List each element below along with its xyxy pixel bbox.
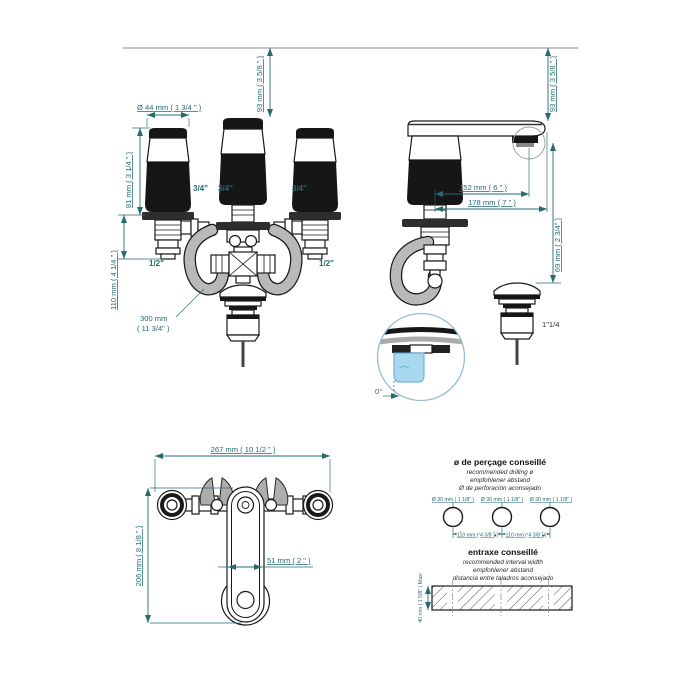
hose-side xyxy=(396,242,446,299)
dim-side-spout-height: 93 mm ( 3 5/8 " ) xyxy=(548,55,557,113)
dim-underdeck-height: 110 mm ( 4 1/4 " ) xyxy=(109,250,118,310)
plan-view xyxy=(134,445,333,625)
drill-hole-3 xyxy=(541,508,560,527)
hole-label-2: Ø 30 mm ( 1 1/8" ) xyxy=(480,497,524,503)
label-inlet-left: 1/2" xyxy=(149,259,164,268)
drilling-sub-de: empfohlener abstand xyxy=(469,477,531,484)
hole-label-3: Ø 30 mm ( 1 1/8" ) xyxy=(529,497,573,503)
label-thread-center: 3/4" xyxy=(218,184,233,193)
hole-gap-1: 110 mm ( 4 3/8 " ) xyxy=(457,532,498,539)
label-stream-angle: 0° xyxy=(375,387,383,396)
dim-reach-aerator: 152 mm ( 6 " ) xyxy=(459,183,507,192)
front-view xyxy=(109,48,341,367)
interval-title: entraxe conseillé xyxy=(468,547,538,557)
interval-sub-de: empfohlener abstand xyxy=(472,567,534,574)
interval-sub-en: recommended interval width xyxy=(463,559,543,566)
drill-hole-1 xyxy=(444,508,463,527)
drilling-sub-es: Ø de perforación aconsejado xyxy=(458,485,542,492)
dim-total-width: 267 mm ( 10 1/2 " ) xyxy=(210,445,276,454)
hole-label-1: Ø 30 mm ( 1 1/8" ) xyxy=(431,497,475,503)
popup-drain-front xyxy=(220,285,266,367)
interval-sub-es: distancia entre taladros aconsejado xyxy=(452,575,554,582)
label-thread-right: 3/4" xyxy=(292,184,307,193)
hole-gap-2: 110 mm ( 4 3/8 " ) xyxy=(505,532,547,539)
water-stream xyxy=(394,353,424,382)
dim-knob-diameter: Ø 44 mm ( 1 3/4 " ) xyxy=(137,103,202,112)
dim-depth: 206 mm ( 8 1/8 " ) xyxy=(134,525,143,587)
interval-guide xyxy=(418,547,572,623)
drilling-sub-en: recommended drilling ø xyxy=(466,469,534,476)
dim-max-thickness: 40 mm ( 1 5/8" ) Maxi xyxy=(418,573,424,623)
valve-right xyxy=(289,128,341,259)
label-thread-left: 3/4" xyxy=(193,184,208,193)
label-drain-size: 1"1/4 xyxy=(542,320,560,329)
dim-reach-total: 178 mm ( 7 " ) xyxy=(468,198,516,207)
label-inlet-right: 1/2" xyxy=(319,259,334,268)
dim-spout-width: 51 mm ( 2 " ) xyxy=(267,556,311,565)
spout-escutcheon xyxy=(227,487,264,622)
popup-drain-side xyxy=(494,283,540,365)
dim-deck-clearance: 69 mm ( 2 3/4" ) xyxy=(553,217,562,273)
dim-front-spout-height: 93 mm ( 3 5/8 " ) xyxy=(255,55,264,113)
dim-handle-height: 81 mm ( 3 1/4 " ) xyxy=(124,151,133,209)
drilling-title: ø de perçage conseillé xyxy=(453,457,547,467)
drill-hole-2 xyxy=(493,508,512,527)
valve-left xyxy=(142,128,194,259)
label-hose-length-in: ( 11 3/4" ) xyxy=(137,324,170,333)
drilling-guide xyxy=(432,457,573,539)
side-view xyxy=(370,48,562,402)
flange-right xyxy=(304,491,333,520)
flange-left xyxy=(158,491,187,520)
label-hose-length-mm: 300 mm xyxy=(140,314,168,323)
